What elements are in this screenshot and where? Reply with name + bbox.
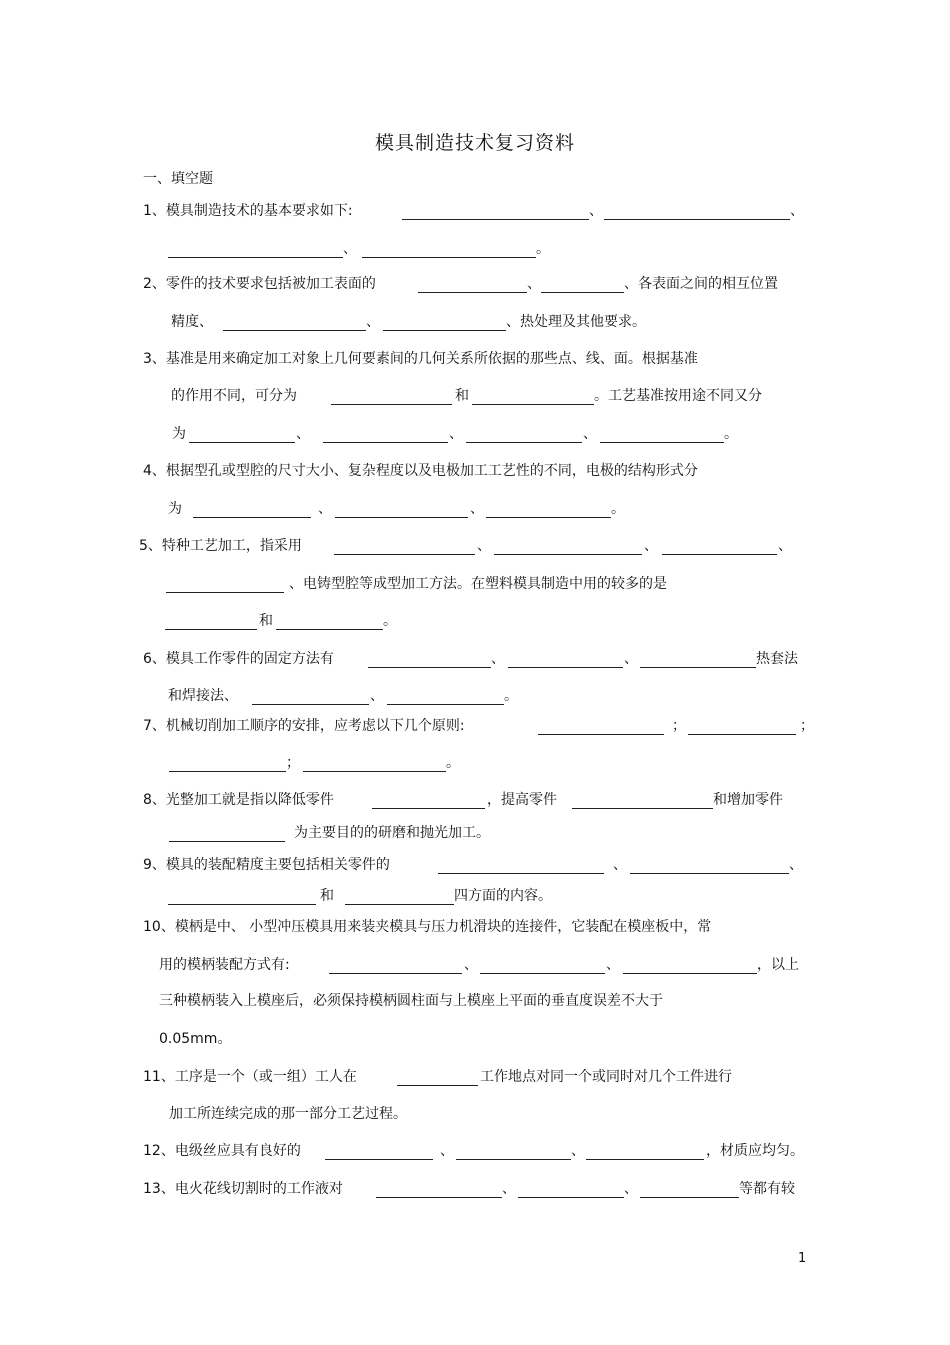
answer-blank[interactable] — [418, 292, 527, 293]
end-text: 。 — [536, 241, 550, 257]
question-5-line-3 — [143, 610, 813, 632]
question-2-text: 2、零件的技术要求包括被加工表面的 — [143, 276, 376, 292]
separator-text: 、 — [296, 426, 310, 442]
separator-text: 、 — [606, 957, 620, 973]
question-9-line-2 — [143, 885, 813, 907]
question-9-text-2: 四方面的内容。 — [454, 888, 552, 904]
separator-text: 、 — [624, 651, 638, 667]
answer-blank[interactable] — [662, 554, 777, 555]
question-13-line-1 — [143, 1178, 813, 1200]
answer-blank[interactable] — [303, 771, 446, 772]
separator-text: ； — [800, 718, 814, 734]
question-10-text-3: ，以上 — [757, 957, 799, 973]
separator-text: 、 — [343, 241, 357, 257]
answer-blank[interactable] — [252, 704, 369, 705]
separator-text: 、 — [624, 1181, 638, 1197]
answer-blank[interactable] — [329, 973, 462, 974]
answer-blank[interactable] — [604, 219, 790, 220]
answer-blank[interactable] — [168, 257, 343, 258]
question-11-text-2: 工作地点对同一个或同时对几个工件进行 — [480, 1069, 732, 1085]
question-6-line-2 — [143, 685, 813, 707]
question-2-text-end: 、热处理及其他要求。 — [506, 314, 646, 330]
question-5-line-2 — [143, 573, 813, 595]
question-7-line-2 — [143, 752, 813, 774]
question-11-line-1 — [143, 1066, 813, 1088]
answer-blank[interactable] — [456, 1159, 571, 1160]
answer-blank[interactable] — [518, 1197, 624, 1198]
answer-blank[interactable] — [169, 841, 285, 842]
answer-blank[interactable] — [325, 1159, 433, 1160]
separator-text: 、 — [366, 314, 380, 330]
question-6-text-2: 热套法 — [756, 651, 798, 667]
question-9-line-1 — [143, 854, 813, 876]
answer-blank[interactable] — [466, 442, 582, 443]
conjunction-text: 和 — [259, 613, 273, 629]
question-10-line-4 — [143, 1028, 813, 1050]
answer-blank[interactable] — [572, 808, 713, 809]
end-text: 。 — [611, 501, 625, 517]
answer-blank[interactable] — [538, 734, 664, 735]
conjunction-text: 和 — [320, 888, 334, 904]
question-11-text: 11、工序是一个（或一组）工人在 — [143, 1069, 357, 1085]
answer-blank[interactable] — [402, 219, 589, 220]
separator-text: 、 — [370, 688, 384, 704]
answer-blank[interactable] — [494, 554, 642, 555]
question-3-text-3: 。工艺基准按用途不同又分 — [594, 388, 762, 404]
question-8-text-3: 和增加零件 — [713, 792, 783, 808]
question-8-text-2: ，提高零件 — [487, 792, 557, 808]
separator-text: 、 — [790, 203, 804, 219]
question-1-text: 1、模具制造技术的基本要求如下: — [143, 203, 353, 219]
answer-blank[interactable] — [376, 1197, 502, 1198]
answer-blank[interactable] — [541, 292, 624, 293]
separator-text: 、 — [477, 538, 491, 554]
answer-blank[interactable] — [334, 554, 475, 555]
separator-text: 、 — [789, 857, 803, 873]
separator-text: 、 — [502, 1181, 516, 1197]
question-13-text: 13、电火花线切割时的工作液对 — [143, 1181, 343, 1197]
question-1-line-2 — [143, 238, 813, 260]
separator-text: 、 — [491, 651, 505, 667]
question-8-line-1 — [143, 789, 813, 811]
answer-blank[interactable] — [166, 592, 284, 593]
section-heading — [143, 168, 243, 190]
question-3-line-1 — [143, 348, 813, 370]
answer-blank[interactable] — [223, 330, 366, 331]
question-10-line-1 — [143, 916, 813, 938]
separator-text: 、 — [464, 957, 478, 973]
question-10-text-4: 三种模柄装入上模座后，必须保持模柄圆柱面与上模座上平面的垂直度误差不大于 — [159, 993, 663, 1009]
question-1-line-1 — [143, 200, 813, 222]
answer-blank[interactable] — [397, 1085, 478, 1086]
question-6-text: 6、模具工作零件的固定方法有 — [143, 651, 334, 667]
answer-blank[interactable] — [623, 973, 757, 974]
question-9-text: 9、模具的装配精度主要包括相关零件的 — [143, 857, 390, 873]
answer-blank[interactable] — [276, 629, 383, 630]
question-6-line-1 — [143, 648, 813, 670]
answer-blank[interactable] — [508, 667, 623, 668]
end-text: 。 — [504, 688, 518, 704]
question-12-text: 12、电级丝应具有良好的 — [143, 1143, 301, 1159]
question-11-line-2 — [143, 1103, 813, 1125]
question-10-text-2: 用的模柄装配方式有: — [159, 957, 290, 973]
answer-blank[interactable] — [472, 404, 594, 405]
answer-blank[interactable] — [165, 629, 257, 630]
end-text: 。 — [383, 613, 397, 629]
question-8-text: 8、光整加工就是指以降低零件 — [143, 792, 334, 808]
question-12-text-2: ，材质应均匀。 — [706, 1143, 804, 1159]
question-7-line-1 — [143, 715, 813, 737]
question-2-text-cont: 、各表面之间的相互位置 — [624, 276, 778, 292]
page-number: 1 — [798, 1251, 807, 1266]
answer-blank[interactable] — [486, 517, 611, 518]
answer-blank[interactable] — [323, 442, 448, 443]
question-3-text: 3、基准是用来确定加工对象上几何要素间的几何关系所依据的那些点、线、面。根据基准 — [143, 351, 698, 367]
question-7-text: 7、机械切削加工顺序的安排，应考虑以下几个原则: — [143, 718, 465, 734]
question-3-line-2 — [143, 385, 813, 407]
answer-blank[interactable] — [688, 734, 796, 735]
question-4-line-2 — [143, 498, 813, 520]
question-10-text-5: 0.05mm。 — [159, 1031, 232, 1047]
separator-text: 、 — [449, 426, 463, 442]
end-text: 。 — [724, 426, 738, 442]
question-4-line-1 — [143, 460, 813, 482]
question-5-text: 5、特种工艺加工，指采用 — [139, 538, 302, 554]
separator-text: 、 — [778, 538, 792, 554]
question-5-text-2: 、电铸型腔等成型加工方法。在塑料模具制造中用的较多的是 — [289, 576, 667, 592]
question-12-line-1 — [143, 1140, 813, 1162]
answer-blank[interactable] — [368, 667, 491, 668]
answer-blank[interactable] — [640, 667, 756, 668]
separator-text: 、 — [589, 203, 603, 219]
question-5-line-1 — [139, 535, 814, 557]
answer-blank[interactable] — [438, 873, 604, 874]
question-4-text-2: 为 — [168, 501, 182, 517]
answer-blank[interactable] — [189, 442, 295, 443]
section-label: 一、填空题 — [143, 171, 213, 187]
answer-blank[interactable] — [586, 1159, 704, 1160]
answer-blank[interactable] — [600, 442, 724, 443]
question-13-text-2: 等都有较 — [739, 1181, 795, 1197]
separator-text: 、 — [527, 276, 541, 292]
question-8-text-4: 为主要目的的研磨和抛光加工。 — [294, 825, 490, 841]
question-11-text-3: 加工所连续完成的那一部分工艺过程。 — [169, 1106, 407, 1122]
document-title: 模具制造技术复习资料 — [374, 132, 575, 154]
question-8-line-2 — [143, 822, 813, 844]
question-2-text-2: 精度、 — [171, 314, 213, 330]
answer-blank[interactable] — [372, 808, 485, 809]
answer-blank[interactable] — [387, 704, 504, 705]
question-10-text: 10、模柄是中、 小型冲压模具用来装夹模具与压力机滑块的连接件，它装配在模座板中，常 — [143, 919, 712, 935]
question-3-text-4: 为 — [172, 426, 186, 442]
answer-blank[interactable] — [169, 771, 286, 772]
separator-text: ； — [672, 718, 686, 734]
end-text: 。 — [446, 755, 460, 771]
question-10-line-2 — [143, 954, 813, 976]
question-2-line-1 — [143, 273, 813, 295]
question-10-line-3 — [143, 990, 813, 1012]
answer-blank[interactable] — [345, 904, 454, 905]
answer-blank[interactable] — [640, 1197, 739, 1198]
answer-blank[interactable] — [193, 517, 311, 518]
question-3-line-3 — [143, 423, 813, 445]
separator-text: ； — [286, 755, 300, 771]
separator-text: 、 — [470, 501, 484, 517]
question-2-line-2 — [143, 311, 813, 333]
answer-blank[interactable] — [331, 404, 452, 405]
answer-blank[interactable] — [362, 257, 536, 258]
question-4-text: 4、根据型孔或型腔的尺寸大小、复杂程度以及电极加工工艺性的不同，电极的结构形式分 — [143, 463, 698, 479]
separator-text: 、 — [440, 1143, 454, 1159]
separator-text: 、 — [644, 538, 658, 554]
answer-blank[interactable] — [335, 517, 468, 518]
separator-text: 、 — [613, 857, 627, 873]
answer-blank[interactable] — [168, 904, 316, 905]
separator-text: 、 — [583, 426, 597, 442]
separator-text: 、 — [571, 1143, 585, 1159]
question-6-text-3: 和焊接法、 — [168, 688, 238, 704]
question-3-text-2: 的作用不同，可分为 — [171, 388, 297, 404]
conjunction-text: 和 — [455, 388, 469, 404]
separator-text: 、 — [318, 501, 332, 517]
answer-blank[interactable] — [630, 873, 789, 874]
answer-blank[interactable] — [383, 330, 506, 331]
answer-blank[interactable] — [480, 973, 605, 974]
